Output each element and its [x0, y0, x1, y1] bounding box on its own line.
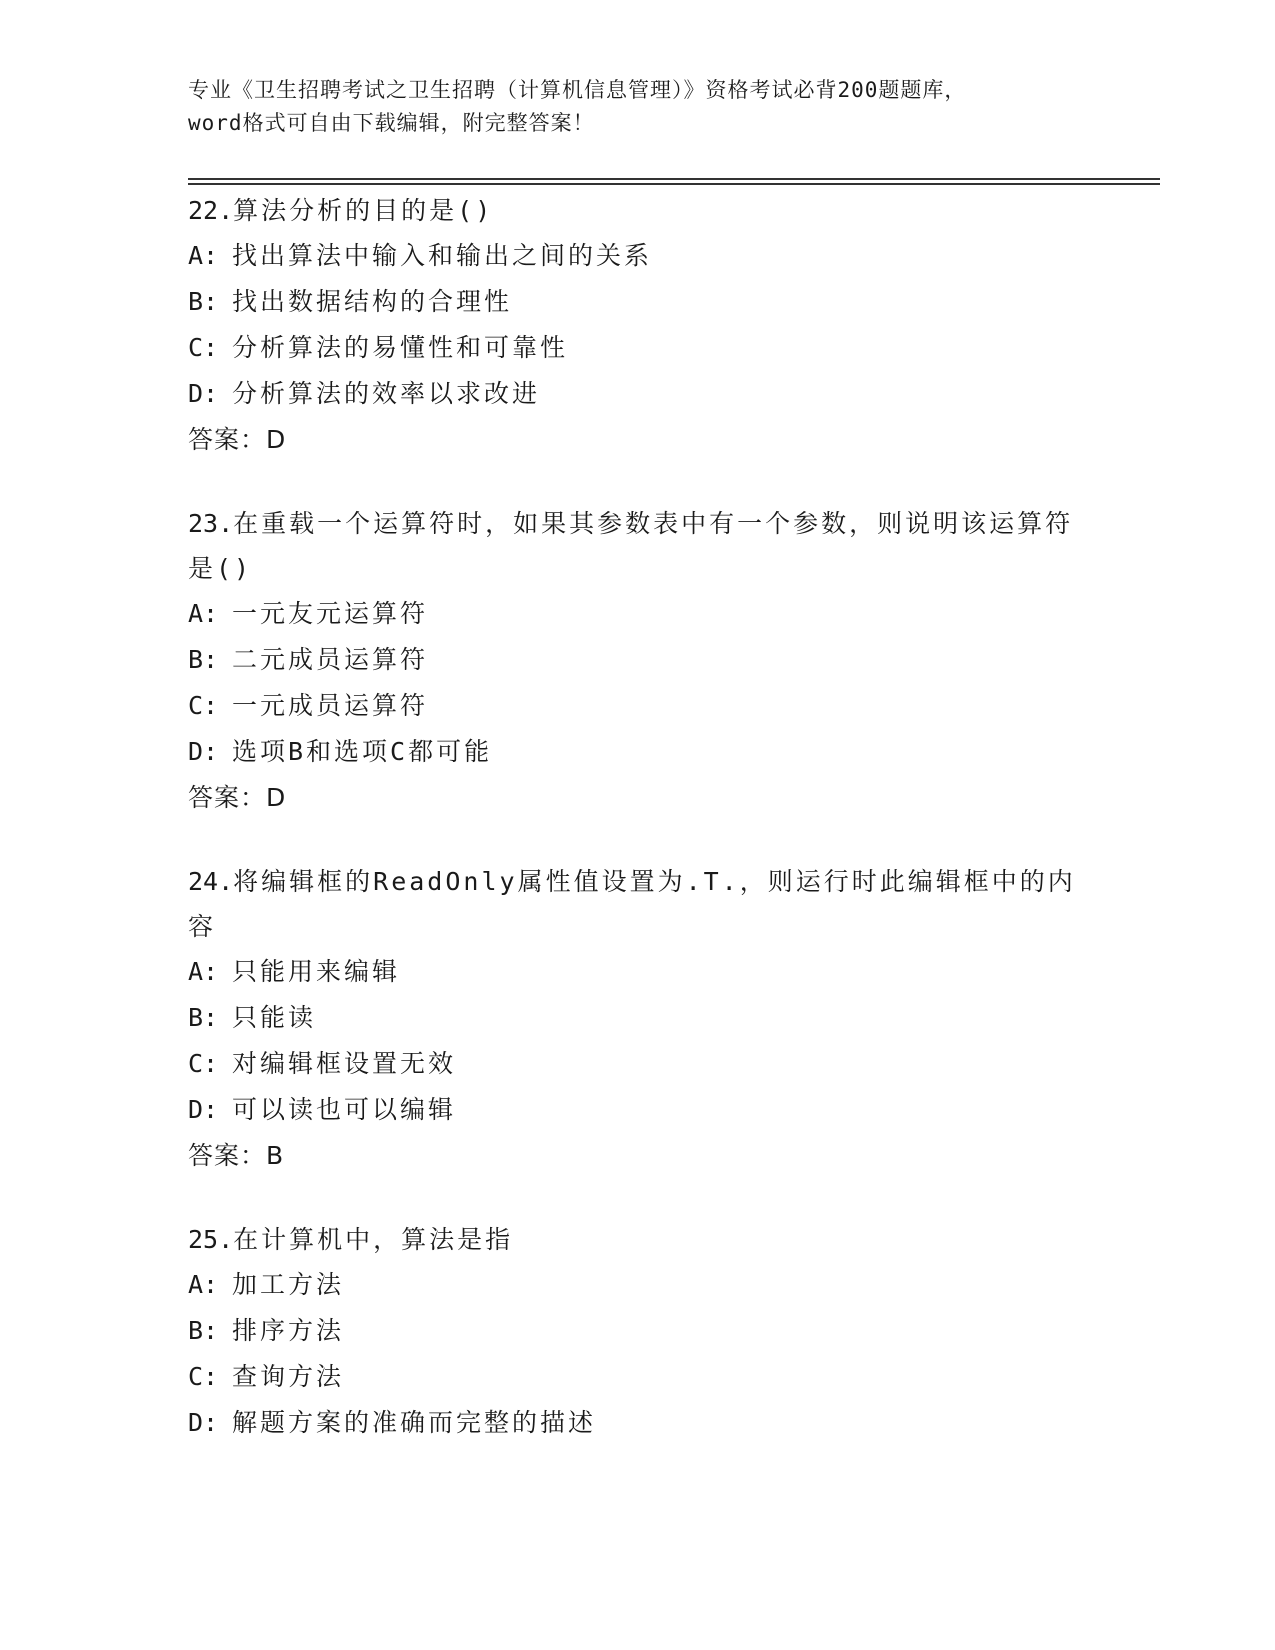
option-c — [188, 683, 1088, 729]
question-stem — [188, 501, 1088, 591]
answer-line: 答案：D — [188, 425, 287, 454]
option-c — [188, 1041, 1088, 1087]
option-b — [188, 637, 1088, 683]
question-text: 将编辑框的ReadOnly属性值设置为.T.，则运行时此编辑框中的内容 — [188, 867, 1076, 941]
question-stem — [188, 1217, 1088, 1262]
question-text: 算法分析的目的是() — [233, 196, 494, 225]
question-number: 24. — [188, 867, 234, 896]
option-b — [188, 279, 1088, 325]
option-text: 分析算法的易懂性和可靠性 — [232, 333, 569, 362]
question-stem — [188, 188, 1088, 233]
option-a — [188, 1262, 1088, 1308]
question-22 — [188, 188, 1088, 463]
option-text: 找出数据结构的合理性 — [232, 287, 513, 316]
option-text: 只能用来编辑 — [232, 957, 401, 986]
option-letter: D: — [188, 379, 219, 408]
question-24 — [188, 859, 1088, 1179]
header-title-line-1: 专业《卫生招聘考试之卫生招聘（计算机信息管理）》资格考试必背200题题库， — [188, 78, 967, 102]
option-letter: B: — [188, 645, 219, 674]
question-stem — [188, 859, 1088, 949]
option-text: 选项B和选项C都可能 — [232, 737, 493, 766]
option-text: 排序方法 — [232, 1316, 345, 1345]
option-a — [188, 233, 1088, 279]
option-letter: B: — [188, 1316, 219, 1345]
option-c — [188, 1354, 1088, 1400]
option-c — [188, 325, 1088, 371]
option-letter: B: — [188, 1003, 219, 1032]
option-a — [188, 949, 1088, 995]
option-letter: C: — [188, 333, 219, 362]
answer-line: 答案：B — [188, 1141, 285, 1170]
option-letter: C: — [188, 1049, 219, 1078]
option-letter: A: — [188, 241, 219, 270]
question-25 — [188, 1217, 1088, 1446]
question-text: 在重载一个运算符时，如果其参数表中有一个参数，则说明该运算符是() — [188, 509, 1074, 583]
option-text: 对编辑框设置无效 — [232, 1049, 457, 1078]
option-d — [188, 1400, 1088, 1446]
question-23 — [188, 501, 1088, 821]
document-header — [188, 74, 1088, 140]
option-d — [188, 729, 1088, 775]
option-letter: D: — [188, 737, 219, 766]
option-letter: B: — [188, 287, 219, 316]
option-b — [188, 1308, 1088, 1354]
option-letter: C: — [188, 1362, 219, 1391]
question-number: 23. — [188, 509, 234, 538]
option-text: 查询方法 — [232, 1362, 345, 1391]
option-a — [188, 591, 1088, 637]
option-text: 找出算法中输入和输出之间的关系 — [232, 241, 653, 270]
option-letter: A: — [188, 957, 219, 986]
header-divider-top — [188, 178, 1160, 180]
option-letter: D: — [188, 1408, 219, 1437]
option-letter: A: — [188, 599, 219, 628]
option-text: 一元成员运算符 — [232, 691, 429, 720]
option-d — [188, 1087, 1088, 1133]
option-text: 二元成员运算符 — [232, 645, 429, 674]
option-text: 加工方法 — [232, 1270, 345, 1299]
option-text: 分析算法的效率以求改进 — [232, 379, 541, 408]
option-letter: A: — [188, 1270, 219, 1299]
option-text: 解题方案的准确而完整的描述 — [232, 1408, 597, 1437]
option-text: 可以读也可以编辑 — [232, 1095, 457, 1124]
option-text: 一元友元运算符 — [232, 599, 429, 628]
option-b — [188, 995, 1088, 1041]
option-d — [188, 371, 1088, 417]
header-title-line-2: word格式可自由下载编辑，附完整答案！ — [188, 111, 595, 135]
option-letter: C: — [188, 691, 219, 720]
question-number: 25. — [188, 1225, 234, 1254]
question-text: 在计算机中，算法是指 — [233, 1225, 514, 1254]
answer-line: 答案：D — [188, 783, 287, 812]
header-divider-bottom — [188, 183, 1160, 185]
option-text: 只能读 — [232, 1003, 317, 1032]
question-list — [188, 188, 1088, 1484]
question-number: 22. — [188, 196, 234, 225]
option-letter: D: — [188, 1095, 219, 1124]
